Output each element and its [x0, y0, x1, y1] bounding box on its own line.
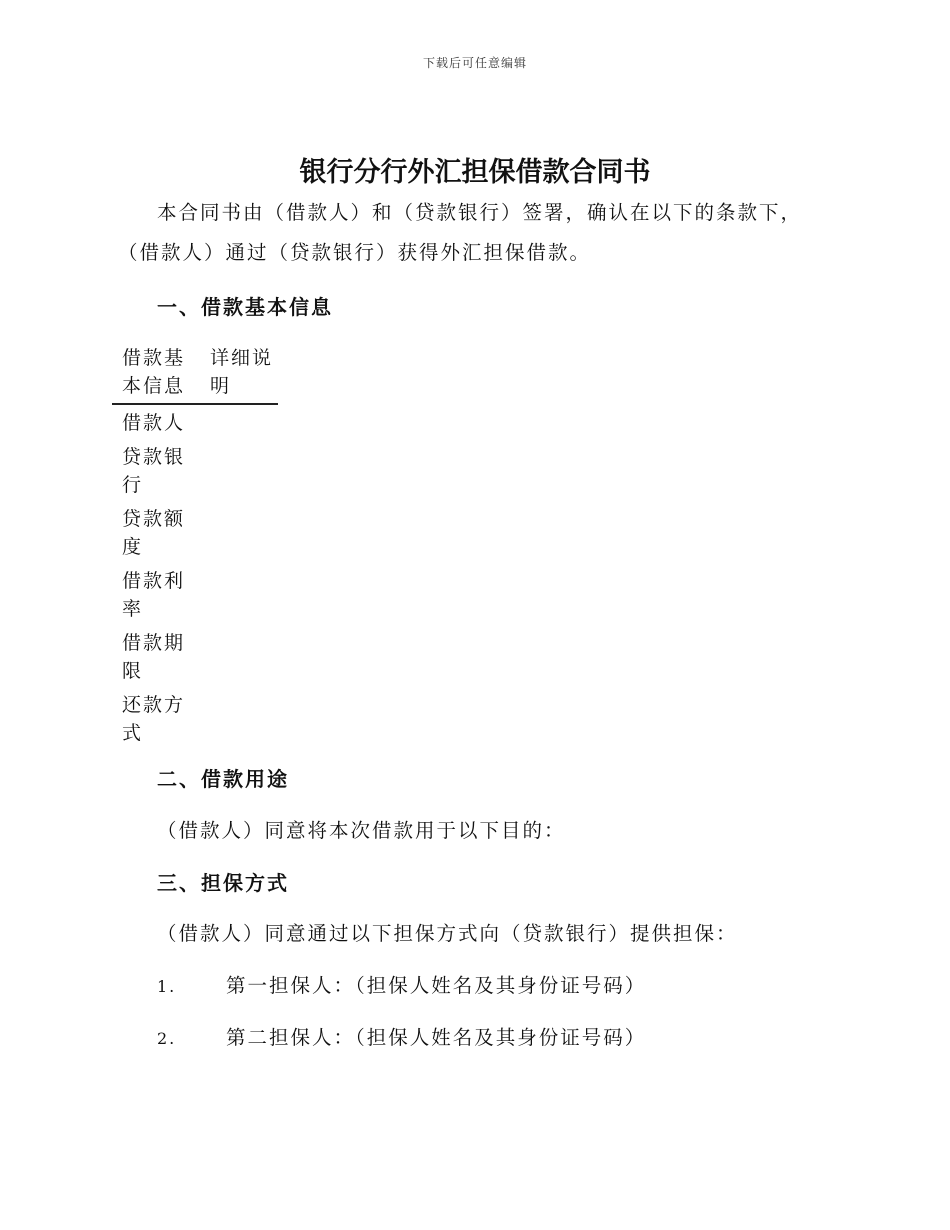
table-row	[112, 404, 278, 439]
table-cell: 借款期限	[122, 632, 186, 682]
list-number: 2.	[157, 1029, 177, 1048]
table-cell: 还款方式	[122, 694, 186, 744]
table-row	[112, 501, 278, 563]
list-text: 第一担保人：（担保人姓名及其身份证号码）	[226, 974, 647, 997]
table-cell: 贷款额度	[122, 508, 186, 558]
intro-paragraph: 本合同书由（借款人）和（贷款银行）签署，确认在以下的条款下，（借款人）通过（贷款银行）获得外汇担保借款。	[118, 201, 803, 264]
section-heading-basic-info: 一、借款基本信息	[157, 295, 333, 319]
table-header-cell: 详细说明	[200, 344, 278, 404]
list-item	[157, 970, 646, 998]
list-text: 第二担保人：（担保人姓名及其身份证号码）	[226, 1026, 647, 1049]
table-header-row	[112, 344, 278, 404]
document-title: 银行分行外汇担保借款合同书	[299, 157, 651, 188]
guarantee-paragraph: （借款人）同意通过以下担保方式向（贷款银行）提供担保：	[157, 922, 738, 945]
table-row	[112, 625, 278, 687]
section-heading-guarantee: 三、担保方式	[157, 871, 289, 895]
table-row	[112, 563, 278, 625]
section-heading-loan-purpose: 二、借款用途	[157, 767, 289, 791]
table-row	[112, 687, 278, 749]
table-cell: 借款人	[122, 412, 186, 434]
list-number: 1.	[157, 977, 177, 996]
table-header-cell: 借款基本信息	[112, 344, 200, 404]
header-note: 下载后可任意编辑	[422, 56, 527, 70]
loan-info-table	[112, 344, 278, 749]
table-cell: 贷款银行	[122, 446, 186, 496]
loan-purpose-paragraph: （借款人）同意将本次借款用于以下目的：	[157, 819, 566, 842]
table-row	[112, 439, 278, 501]
list-item	[157, 1022, 646, 1050]
table-cell: 借款利率	[122, 570, 186, 620]
